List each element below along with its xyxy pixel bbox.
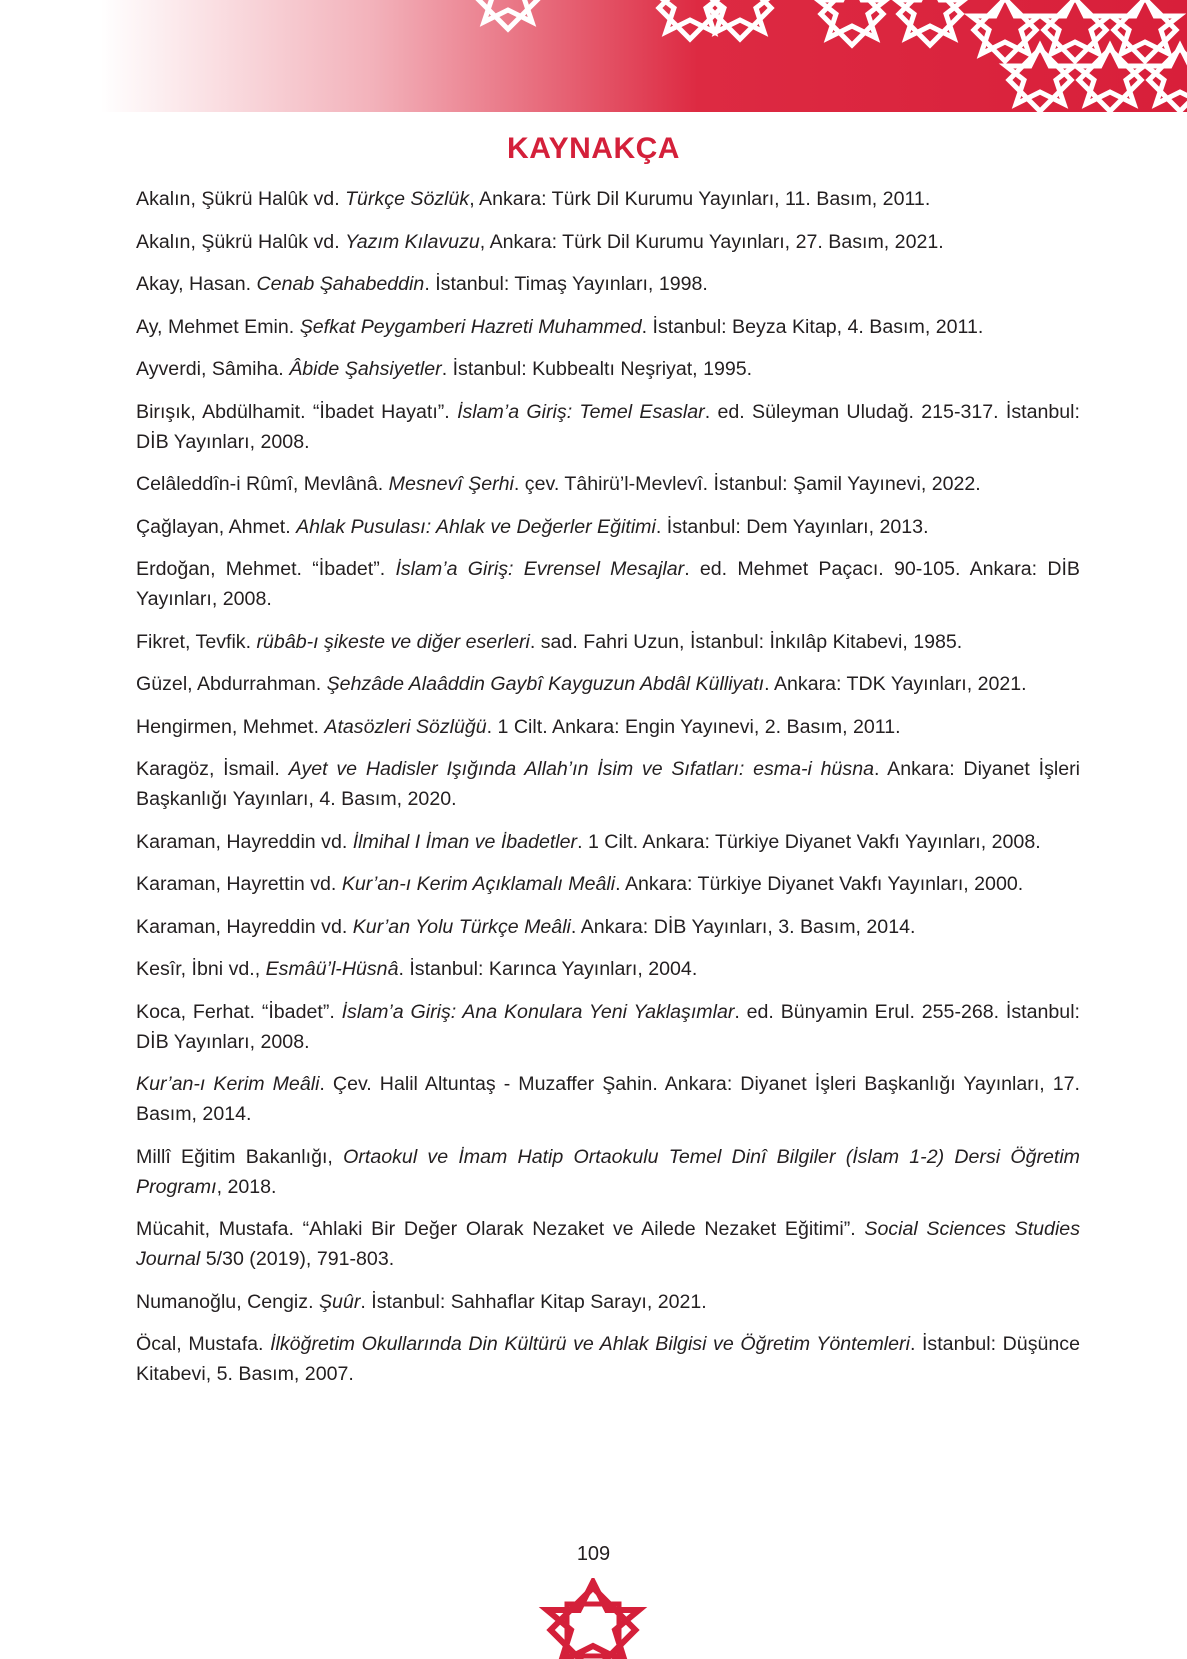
reference-entry (136, 184, 1080, 214)
reference-text: . İstanbul: Beyza Kitap, 4. Basım, 2011. (641, 315, 984, 338)
reference-entry (136, 1142, 1080, 1202)
reference-text: . ed. Mehmet Paçacı. 90-105. Ankara: DİB Yayınları, 2008. (136, 558, 1080, 610)
reference-text: , 2018. (216, 1175, 277, 1198)
reference-entry (136, 354, 1080, 384)
reference-entry (136, 754, 1080, 814)
star-lattice-icon (100, 0, 1187, 112)
reference-text: Karaman, Hayrettin vd. (136, 873, 342, 895)
reference-text: Öcal, Mustafa. (136, 1333, 271, 1355)
reference-title: Şefkat Peygamberi Hazreti Muhammed (299, 315, 642, 338)
reference-text: . Ankara: TDK Yayınları, 2021. (764, 673, 1027, 695)
reference-entry (136, 397, 1080, 457)
reference-title: Esmâü’l-Hüsnâ (265, 958, 399, 980)
reference-text: , Ankara: Türk Dil Kurumu Yayınları, 11. Basım, 2011. (469, 188, 931, 210)
reference-entry (136, 669, 1080, 699)
header-band (100, 0, 1187, 112)
reference-text: 5/30 (2019), 791-803. (200, 1248, 395, 1270)
reference-text: Kesîr, İbni vd., (136, 958, 266, 980)
reference-entry (136, 954, 1080, 984)
reference-text: Celâleddîn-i Rûmî, Mevlânâ. (136, 473, 389, 495)
reference-title: Mesnevî Şerhi (388, 473, 514, 495)
page-number: 109 (576, 1543, 611, 1565)
reference-entry (136, 712, 1080, 742)
reference-title: Ahlak Pusulası: Ahlak ve Değerler Eğitimi (296, 515, 656, 538)
reference-title: Ayet ve Hadisler Işığında Allah’ın İsim ve Sıfatları: esma-i hüsna (288, 758, 875, 780)
reference-text: . İstanbul: Dem Yayınları, 2013. (655, 515, 929, 538)
reference-text: . İstanbul: Sahhaflar Kitap Sarayı, 2021. (360, 1290, 707, 1313)
reference-title: İslam’a Giriş: Temel Esaslar (457, 400, 705, 423)
reference-entry (136, 469, 1080, 499)
reference-text: Erdoğan, Mehmet. “İbadet”. (136, 558, 396, 580)
reference-title: Âbide Şahsiyetler (289, 358, 442, 380)
reference-title: Kur’an Yolu Türkçe Meâli (352, 915, 571, 938)
reference-text: Akay, Hasan. (136, 273, 257, 295)
reference-title: Şehzâde Alaâddin Gaybî Kayguzun Abdâl Külliyatı (326, 673, 765, 695)
reference-title: İslam’a Giriş: Evrensel Mesajlar (395, 558, 685, 580)
reference-list (136, 184, 1080, 1402)
reference-text: . İstanbul: Karınca Yayınları, 2004. (398, 958, 698, 980)
reference-entry (136, 512, 1080, 542)
reference-text: , Ankara: Türk Dil Kurumu Yayınları, 27. Basım, 2021. (479, 230, 944, 253)
reference-entry (136, 627, 1080, 657)
reference-title: Atasözleri Sözlüğü (324, 715, 487, 738)
reference-title: Şuûr (318, 1290, 361, 1313)
reference-entry (136, 1069, 1080, 1129)
reference-entry (136, 227, 1080, 257)
reference-text: Fikret, Tevfik. (136, 630, 257, 653)
page-title: KAYNAKÇA (507, 132, 680, 165)
reference-entry (136, 312, 1080, 342)
reference-text: Birışık, Abdülhamit. “İbadet Hayatı”. (136, 400, 458, 423)
reference-entry (136, 554, 1080, 614)
reference-text: Ayverdi, Sâmiha. (136, 358, 290, 380)
reference-text: . çev. Tâhirü’l-Mevlevî. İstanbul: Şamil Yayınevi, 2022. (513, 473, 981, 495)
reference-text: Karaman, Hayreddin vd. (136, 915, 353, 938)
reference-title: Cenab Şahabeddin (256, 273, 425, 295)
reference-entry (136, 1287, 1080, 1317)
reference-entry (136, 997, 1080, 1057)
reference-text: Güzel, Abdurrahman. (136, 673, 327, 695)
reference-text: Ay, Mehmet Emin. (136, 315, 300, 338)
reference-title: Türkçe Sözlük (345, 188, 470, 210)
reference-text: . Ankara: DİB Yayınları, 3. Basım, 2014. (570, 915, 916, 938)
reference-text: Numanoğlu, Cengiz. (136, 1290, 319, 1313)
reference-title: Social Sciences Studies Journal (136, 1218, 1080, 1270)
reference-title: Kur’an-ı Kerim Açıklamalı Meâli (341, 873, 616, 895)
reference-entry (136, 827, 1080, 857)
reference-title: İlköğretim Okullarında Din Kültürü ve Ahlak Bilgisi ve Öğretim Yöntemleri (270, 1333, 910, 1355)
reference-text: . ed. Süleyman Uludağ. 215-317. İstanbul: DİB Yayınları, 2008. (136, 400, 1080, 453)
reference-entry (136, 269, 1080, 299)
reference-text: Akalın, Şükrü Halûk vd. (136, 188, 346, 210)
reference-title: İlmihal I İman ve İbadetler (352, 830, 578, 853)
reference-text: . 1 Cilt. Ankara: Türkiye Diyanet Vakfı Yayınları, 2008. (577, 830, 1041, 853)
reference-entry (136, 912, 1080, 942)
reference-entry (136, 1214, 1080, 1274)
reference-title: Kur’an-ı Kerim Meâli (136, 1073, 320, 1095)
reference-text: . Ankara: Türkiye Diyanet Vakfı Yayınları, 2000. (615, 873, 1024, 895)
reference-text: . İstanbul: Timaş Yayınları, 1998. (424, 273, 708, 295)
reference-text: . sad. Fahri Uzun, İstanbul: İnkılâp Kitabevi, 1985. (529, 630, 963, 653)
reference-entry (136, 1329, 1080, 1389)
reference-text: . 1 Cilt. Ankara: Engin Yayınevi, 2. Basım, 2011. (486, 715, 901, 738)
reference-text: Mücahit, Mustafa. “Ahlaki Bir Değer Olarak Nezaket ve Ailede Nezaket Eğitimi”. (136, 1218, 865, 1240)
reference-text: Çağlayan, Ahmet. (136, 515, 297, 538)
reference-text: . ed. Bünyamin Erul. 255-268. İstanbul: DİB Yayınları, 2008. (136, 1000, 1080, 1053)
reference-title: rübâb-ı şikeste ve diğer eserleri (256, 630, 530, 653)
reference-text: . İstanbul: Düşünce Kitabevi, 5. Basım, 2007. (136, 1333, 1080, 1385)
reference-text: Akalın, Şükrü Halûk vd. (136, 230, 346, 253)
reference-text: Millî Eğitim Bakanlığı, (136, 1145, 344, 1168)
reference-title: İslam’a Giriş: Ana Konulara Yeni Yaklaşımlar (341, 1000, 735, 1023)
reference-text: Koca, Ferhat. “İbadet”. (136, 1000, 342, 1023)
reference-title: Ortaokul ve İmam Hatip Ortaokulu Temel Dinî Bilgiler (İslam 1-2) Dersi Öğretim Programı (136, 1145, 1081, 1198)
star-lattice-icon (528, 1578, 658, 1659)
reference-text: Hengirmen, Mehmet. (136, 715, 325, 738)
reference-text: . İstanbul: Kubbealtı Neşriyat, 1995. (441, 358, 753, 380)
reference-text: Karaman, Hayreddin vd. (136, 830, 353, 853)
reference-entry (136, 869, 1080, 899)
reference-text: . Ankara: Diyanet İşleri Başkanlığı Yayınları, 4. Basım, 2020. (136, 758, 1080, 810)
reference-text: Karagöz, İsmail. (136, 758, 289, 780)
reference-title: Yazım Kılavuzu (345, 230, 480, 253)
reference-text: . Çev. Halil Altuntaş - Muzaffer Şahin. Ankara: Diyanet İşleri Başkanlığı Yayınları, 17. Basım, 2014. (136, 1073, 1080, 1125)
